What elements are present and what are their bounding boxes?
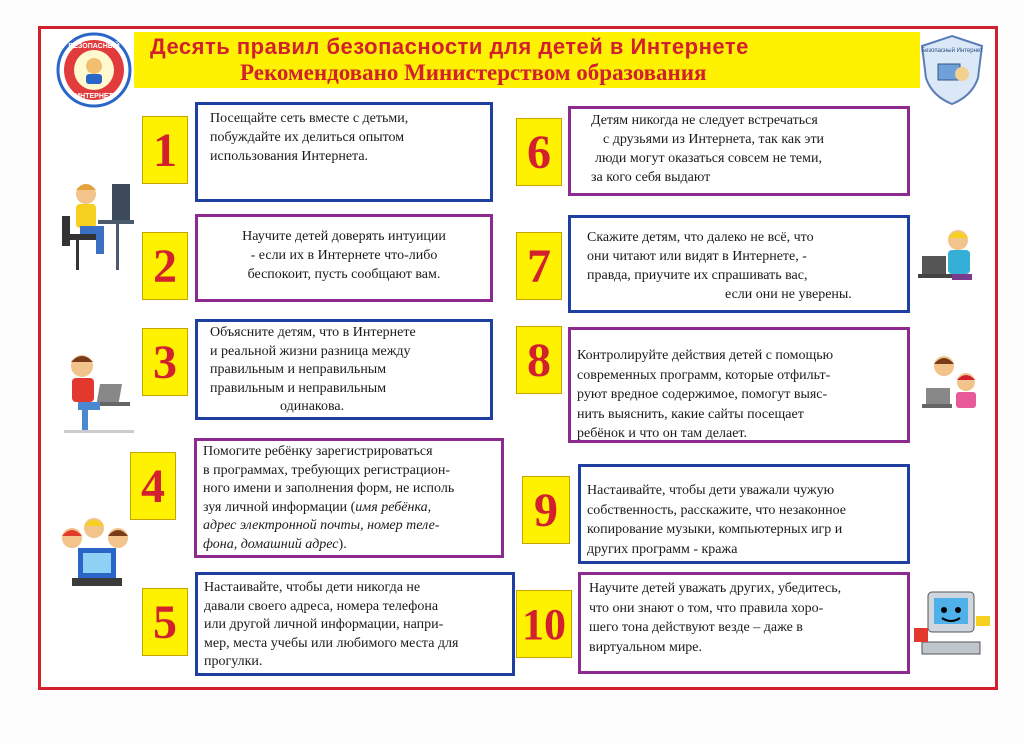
computer-character-illustration (912, 586, 994, 668)
rule-3-line: правильным и неправильным (210, 380, 387, 396)
rule-4-line: в программах, требующих регистрацион- (203, 462, 451, 478)
rule-number-5: 5 (142, 588, 188, 656)
rule-6-line: с друзьями из Интернета, так как эти (603, 132, 825, 147)
rule-box-5 (195, 572, 515, 676)
rule-5-line: давали своего адреса, номера телефона (204, 598, 439, 614)
logo-text-top: БЕЗОПАСНЫЙ (68, 43, 120, 50)
rule-4-italic: имя ребёнка, (355, 499, 432, 515)
rule-9-line: копирование музыки, компьютерных игр и (587, 522, 843, 537)
rule-number-8: 8 (516, 326, 562, 394)
rule-7-line: Скажите детям, что далеко не всё, что (587, 230, 814, 245)
rule-4-line: ного имени и заполнения форм, не исполь (203, 481, 455, 496)
rule-1-line: Посещайте сеть вместе с детьми, (210, 111, 409, 126)
logo-text-bottom: ИНТЕРНЕТ (75, 93, 113, 100)
rule-9-line: Настаивайте, чтобы дети уважали чужую (587, 483, 835, 498)
rule-number-7: 7 (516, 232, 562, 300)
rule-9-line: собственность, расскажите, что незаконное (587, 502, 846, 518)
rule-3-line: Объясните детям, что в Интернете (210, 325, 416, 340)
rule-7-line: они читают или видят в Интернете, - (587, 249, 807, 264)
rule-2-line: - если их в Интернете что-либо (250, 248, 438, 263)
rule-number-1: 1 (142, 116, 188, 184)
rule-4-line: Помогите ребёнку зарегистрироваться (203, 444, 433, 459)
children-computer-illustration (56, 516, 138, 592)
safe-internet-logo (56, 32, 132, 108)
rule-4-italic-line: адрес электронной почты, номер теле- (203, 518, 440, 533)
rule-9-line: других программ - кража (587, 541, 738, 557)
rule-4-italic-line: фона, домашний адрес (203, 536, 339, 552)
rule-box-2 (195, 214, 493, 302)
rule-5-line: Настаивайте, чтобы дети никогда не (204, 580, 421, 595)
poster-subtitle: Рекомендовано Министерством образования (240, 60, 707, 85)
rule-8-line: нить выяснить, какие сайты посещает (577, 406, 804, 422)
rule-number-3: 3 (142, 328, 188, 396)
poster-title: Десять правил безопасности для детей в Интернете (150, 34, 749, 59)
rule-3-line: правильным и неправильным (210, 362, 387, 377)
rule-box-8 (568, 327, 910, 443)
rule-8-line: Контролируйте действия детей с помощью (577, 348, 834, 363)
rule-5-line: мер, места учебы или любимого места для (204, 635, 459, 651)
rule-box-9 (578, 464, 910, 564)
shield-logo-text: Безопасный Интернет (921, 48, 983, 54)
rule-box-7 (568, 215, 910, 313)
rule-5-line: прогулки. (204, 654, 263, 669)
rule-2-line: беспокоит, пусть сообщают вам. (247, 267, 441, 282)
rule-box-1 (195, 102, 493, 202)
rule-4-tail: ). (338, 536, 347, 552)
rule-number-2: 2 (142, 232, 188, 300)
rule-6-line: за кого себя выдают (591, 170, 711, 185)
rule-7-line: если они не уверены. (725, 287, 852, 302)
rule-3-line: одинакова. (280, 399, 345, 414)
rule-2-line: Научите детей доверять интуиции (242, 229, 446, 244)
rule-6-line: Детям никогда не следует встречаться (591, 113, 818, 128)
rule-box-3 (195, 319, 493, 420)
rule-10-line: что они знают о том, что правила хоро- (589, 600, 824, 616)
rule-6-line: люди могут оказаться совсем не теми, (595, 151, 823, 166)
rule-number-9: 9 (522, 476, 570, 544)
rule-number-10: 10 (516, 590, 572, 658)
boy-at-computer-illustration (56, 176, 136, 276)
rule-3-line: и реальной жизни разница между (210, 343, 411, 359)
rule-1-line: использования Интернета. (210, 149, 369, 164)
rule-5-line: или другой личной информации, напри- (204, 617, 444, 632)
rule-10-line: виртуальном мире. (589, 639, 703, 655)
kids-reading-illustration (920, 352, 986, 418)
rule-box-10 (578, 572, 910, 674)
rule-8-line: современных программ, которые отфильт- (577, 367, 831, 383)
rule-4-line: зуя личной информации ( (203, 499, 356, 515)
rule-8-line: руют вредное содержимое, помогут выяс- (577, 387, 828, 402)
rule-10-line: шего тона действуют везде – даже в (589, 620, 803, 635)
rule-10-line: Научите детей уважать других, убедитесь, (589, 581, 842, 596)
child-laptop-illustration (60, 350, 138, 440)
girl-laptop-illustration (916, 226, 984, 296)
rule-box-4 (194, 438, 504, 558)
rule-7-line: правда, приучите их спрашивать вас, (587, 268, 808, 283)
rule-box-6 (568, 106, 910, 196)
shield-logo-icon (916, 34, 988, 106)
rule-8-line: ребёнок и что он там делает. (577, 426, 747, 441)
rule-number-6: 6 (516, 118, 562, 186)
rule-number-4: 4 (130, 452, 176, 520)
rule-1-line: побуждайте их делиться опытом (210, 130, 405, 145)
